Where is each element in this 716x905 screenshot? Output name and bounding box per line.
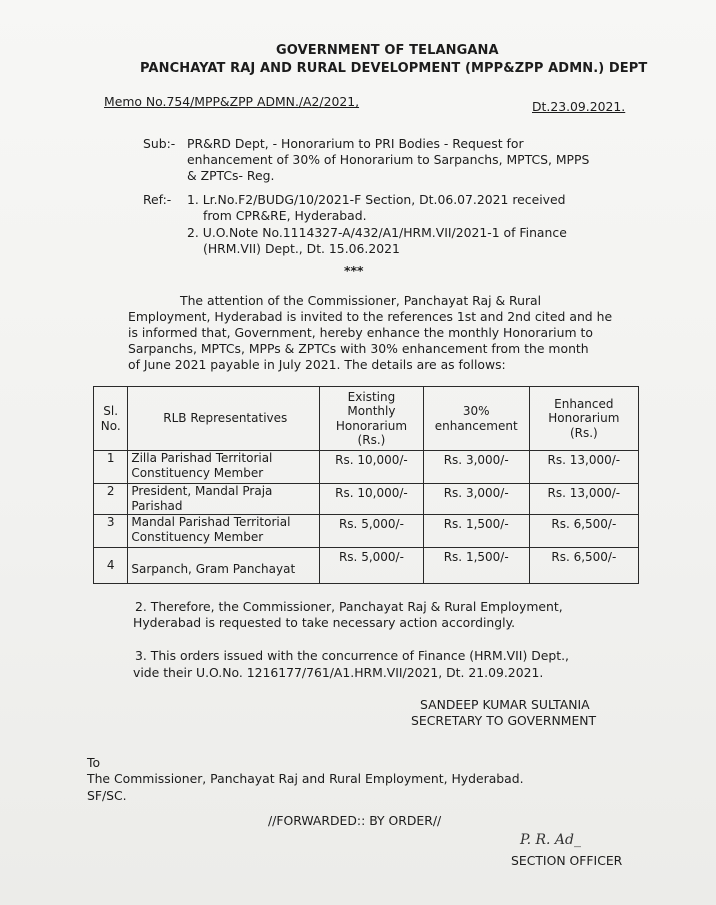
section-officer-label: SECTION OFFICER — [511, 853, 623, 868]
para2-line-1: 2. Therefore, the Commissioner, Panchayat Raj & Rural Employment, — [135, 599, 563, 614]
subject-label: Sub:- — [143, 136, 176, 151]
row-4-rep: Sarpanch, Gram Panchayat — [128, 548, 320, 584]
body-line-1: The attention of the Commissioner, Panchayat Raj & Rural — [180, 293, 542, 308]
body-line-4: Sarpanchs, MPTCs, MPPs & ZPTCs with 30% enhancement from the month — [128, 341, 589, 356]
memo-date: Dt.23.09.2021. — [532, 99, 626, 114]
honorarium-table — [93, 386, 639, 584]
header-enhancement: 30% enhancement — [423, 387, 529, 451]
body-line-5: of June 2021 payable in July 2021. The details are as follows: — [128, 357, 506, 372]
subject-line-3: & ZPTCs- Reg. — [187, 168, 275, 183]
row-4-enhanced: Rs. 6,500/- — [529, 548, 638, 584]
copy-line: SF/SC. — [87, 788, 127, 803]
row-4-enhancement: Rs. 1,500/- — [423, 548, 529, 584]
ref-2-line-1: 2. U.O.Note No.1114327-A/432/A1/HRM.VII/2021-1 of Finance — [187, 225, 567, 240]
body-line-2: Employment, Hyderabad is invited to the references 1st and 2nd cited and he — [128, 309, 613, 324]
ref-1-line-2: from CPR&RE, Hyderabad. — [203, 208, 367, 223]
header-rep: RLB Representatives — [128, 387, 320, 451]
separator-stars: *** — [344, 263, 364, 278]
table-header-row — [94, 387, 639, 451]
row-3-enhanced: Rs. 6,500/- — [529, 515, 638, 548]
table-row — [94, 548, 639, 584]
table-row — [94, 484, 639, 515]
header-existing: Existing Monthly Honorarium (Rs.) — [320, 387, 424, 451]
signatory-designation: SECRETARY TO GOVERNMENT — [411, 713, 597, 728]
para3-line-2: vide their U.O.No. 1216177/761/A1.HRM.VII/2021, Dt. 21.09.2021. — [133, 665, 544, 680]
row-2-rep: President, Mandal Praja Parishad — [128, 484, 320, 515]
row-2-sl: 2 — [94, 484, 128, 515]
govt-title: GOVERNMENT OF TELANGANA — [276, 43, 499, 58]
subject-line-1: PR&RD Dept, - Honorarium to PRI Bodies - Request for — [187, 136, 524, 151]
forwarded-line: //FORWARDED:: BY ORDER// — [268, 813, 442, 828]
row-1-existing: Rs. 10,000/- — [320, 451, 424, 484]
to-label: To — [87, 755, 101, 770]
ref-2-line-2: (HRM.VII) Dept., Dt. 15.06.2021 — [203, 241, 400, 256]
row-1-enhanced: Rs. 13,000/- — [529, 451, 638, 484]
body-line-3: is informed that, Government, hereby enhance the monthly Honorarium to — [128, 325, 593, 340]
row-3-existing: Rs. 5,000/- — [320, 515, 424, 548]
row-3-enhancement: Rs. 1,500/- — [423, 515, 529, 548]
para3-line-1: 3. This orders issued with the concurrence of Finance (HRM.VII) Dept., — [135, 648, 569, 663]
row-3-sl: 3 — [94, 515, 128, 548]
handwritten-signature: P. R. Ad_ — [520, 832, 581, 848]
memo-number: Memo No.754/MPP&ZPP ADMN./A2/2021, — [104, 94, 360, 109]
subject-line-2: enhancement of 30% of Honorarium to Sarpanchs, MPTCS, MPPS — [187, 152, 590, 167]
row-1-rep: Zilla Parishad Territorial Constituency Member — [128, 451, 320, 484]
table-row — [94, 451, 639, 484]
dept-title: PANCHAYAT RAJ AND RURAL DEVELOPMENT (MPP&ZPP ADMN.) DEPT — [140, 61, 648, 76]
table-row — [94, 515, 639, 548]
row-2-existing: Rs. 10,000/- — [320, 484, 424, 515]
row-2-enhanced: Rs. 13,000/- — [529, 484, 638, 515]
para2-line-2: Hyderabad is requested to take necessary action accordingly. — [133, 615, 516, 630]
row-4-existing: Rs. 5,000/- — [320, 548, 424, 584]
row-1-enhancement: Rs. 3,000/- — [423, 451, 529, 484]
signatory-name: SANDEEP KUMAR SULTANIA — [420, 697, 590, 712]
header-enhanced: Enhanced Honorarium (Rs.) — [529, 387, 638, 451]
row-1-sl: 1 — [94, 451, 128, 484]
row-2-enhancement: Rs. 3,000/- — [423, 484, 529, 515]
header-sl: Sl. No. — [94, 387, 128, 451]
addressee-line: The Commissioner, Panchayat Raj and Rural Employment, Hyderabad. — [87, 771, 524, 786]
row-3-rep: Mandal Parishad Territorial Constituency Member — [128, 515, 320, 548]
row-4-sl: 4 — [94, 548, 128, 584]
ref-label: Ref:- — [143, 192, 172, 207]
ref-1-line-1: 1. Lr.No.F2/BUDG/10/2021-F Section, Dt.06.07.2021 received — [187, 192, 566, 207]
